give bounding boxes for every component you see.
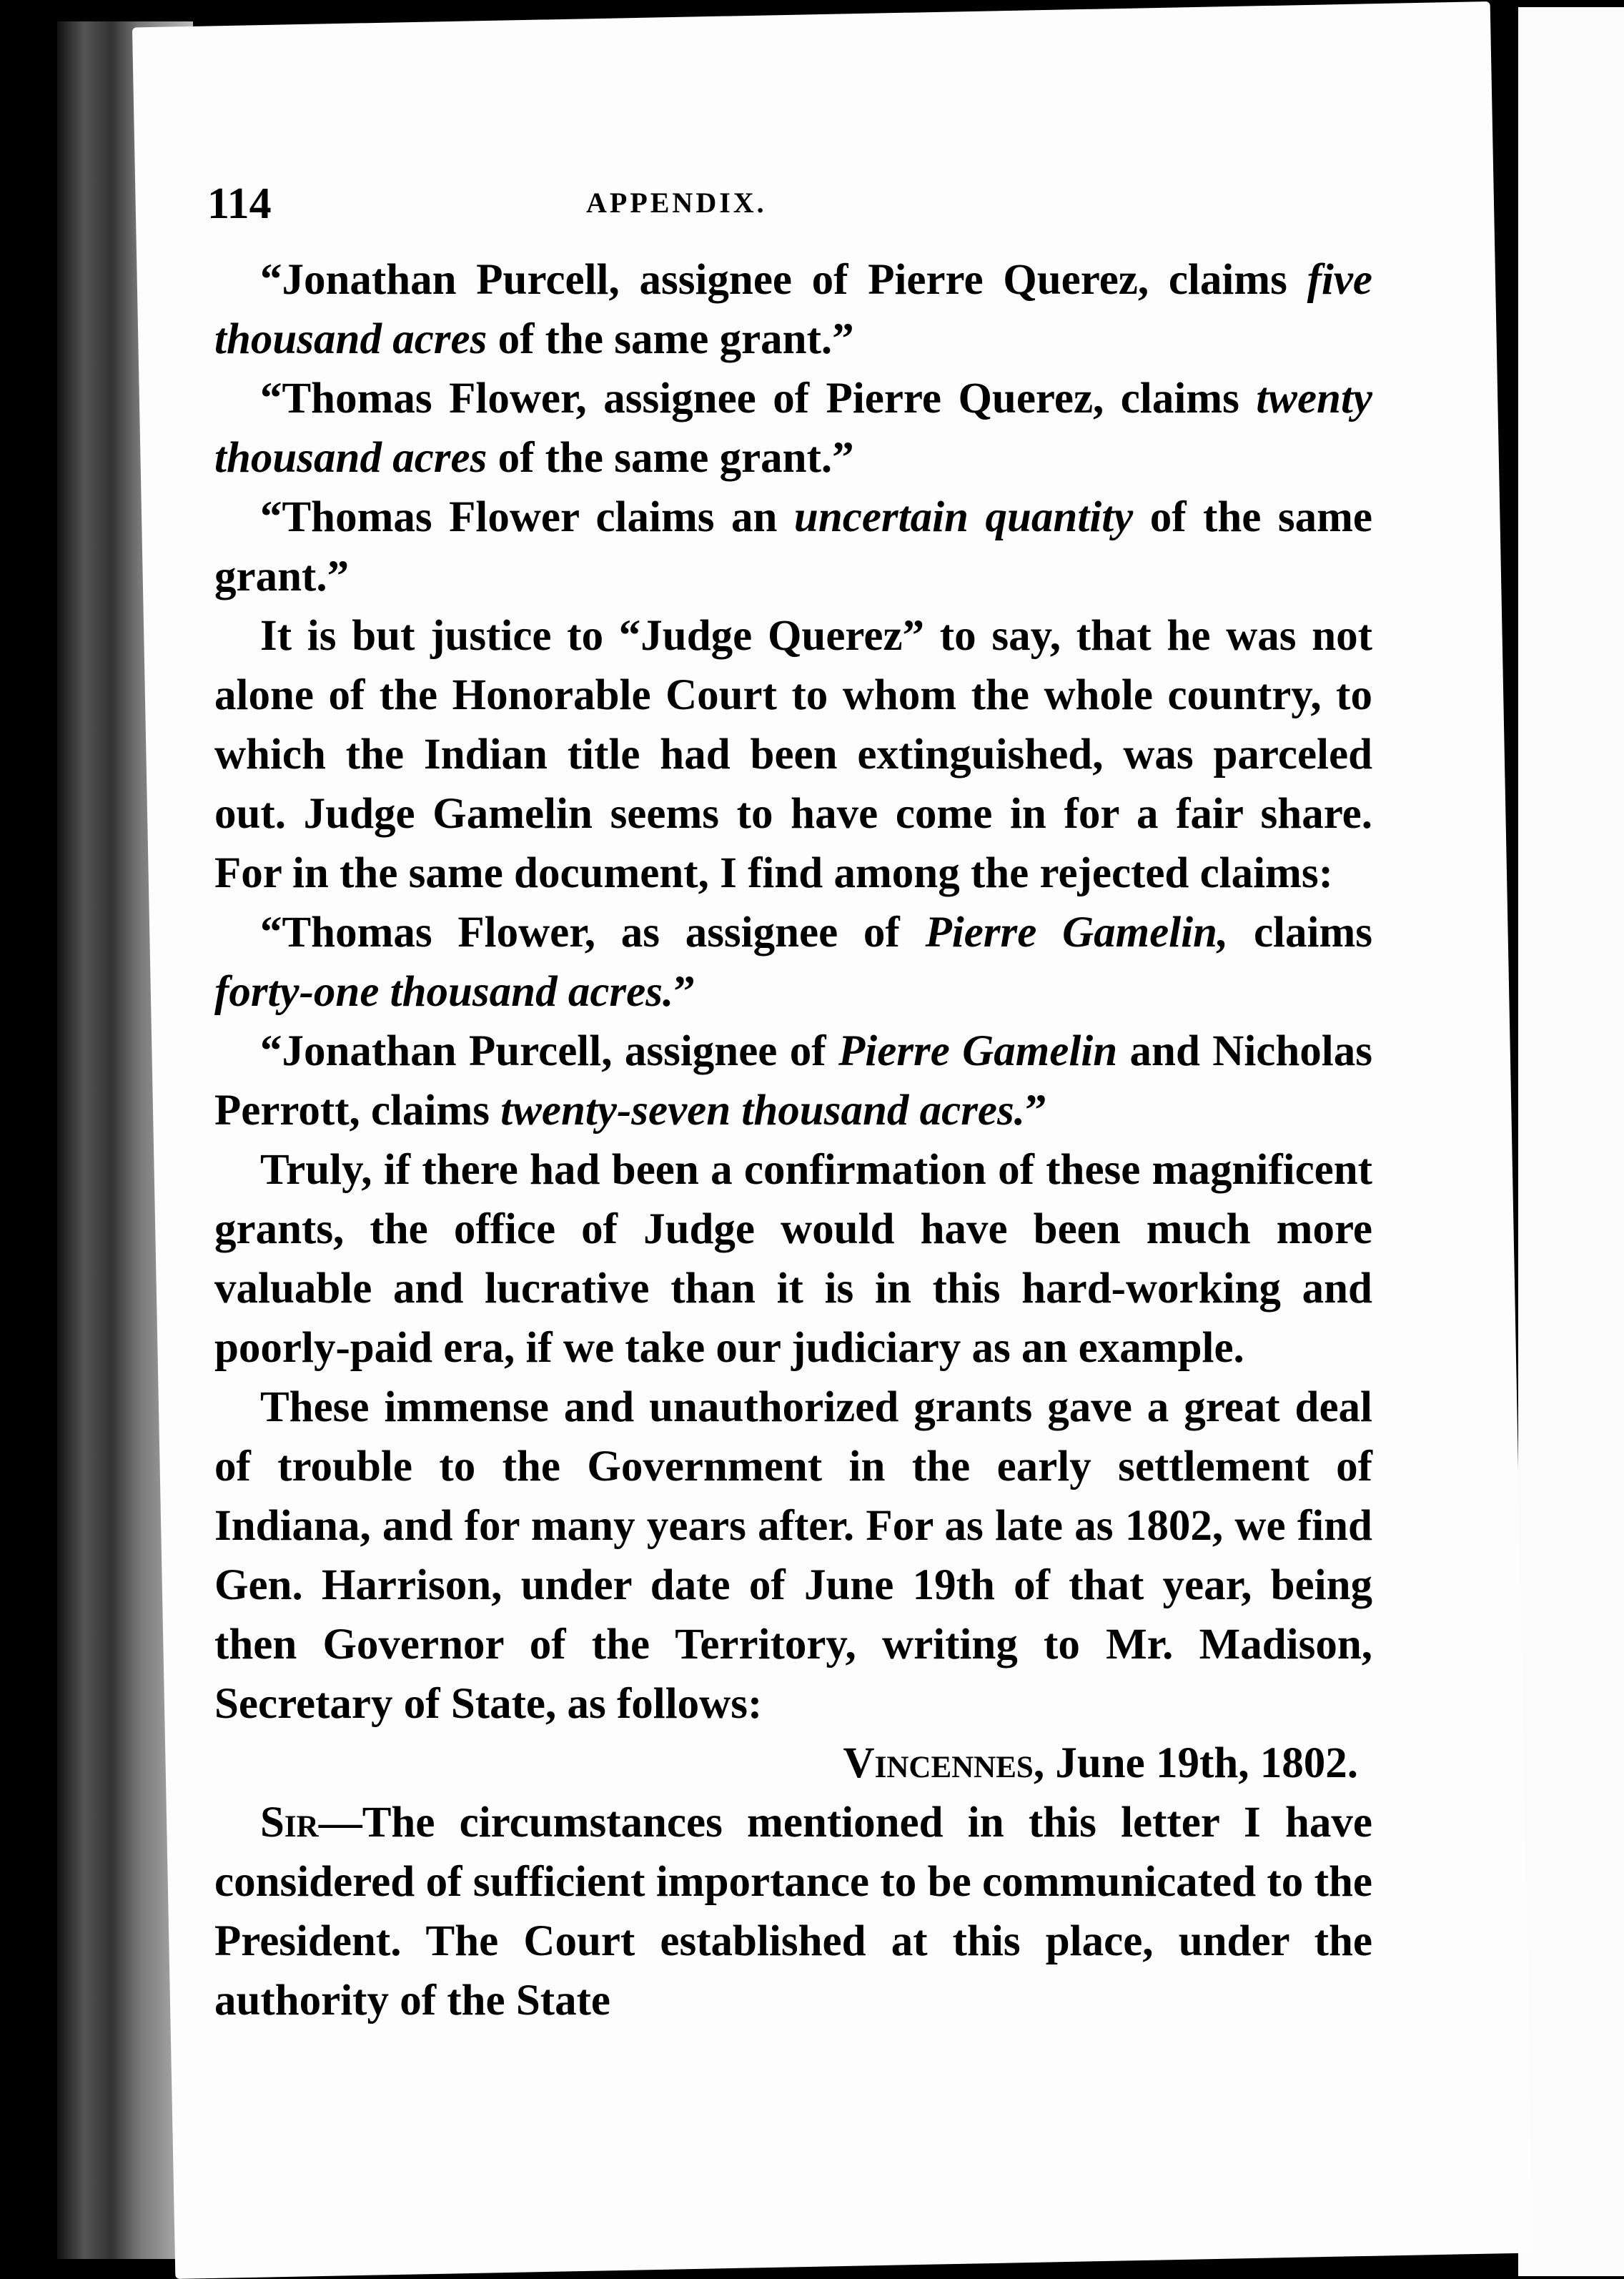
running-head: APPENDIX. bbox=[586, 187, 767, 219]
text-run: “Jonathan Purcell, assignee of bbox=[260, 1027, 838, 1075]
paragraph-flower-uncertain bbox=[214, 488, 1372, 606]
emphasis-text: five thousand acres bbox=[214, 256, 1372, 363]
paragraph-flower-querez bbox=[214, 369, 1372, 488]
paragraph-truly: Truly, if there had been a confirmation of these magnificent grants, the office of Judge would have been much more valuable and lucrative than it is in this hard-working and poorly-paid era, if we take our judiciary as an example. bbox=[214, 1146, 1372, 1372]
text-run: claims bbox=[1228, 909, 1373, 956]
page-header bbox=[207, 179, 1380, 243]
paragraph-letter-body bbox=[214, 1793, 1372, 2030]
text-run: “Thomas Flower claims an bbox=[260, 493, 794, 541]
text-run: ” bbox=[673, 968, 695, 1016]
letter-dateline bbox=[214, 1734, 1372, 1793]
page-number: 114 bbox=[207, 179, 272, 228]
paragraph-purcell-gamelin bbox=[214, 1022, 1372, 1140]
paragraph-flower-gamelin bbox=[214, 903, 1372, 1022]
text-run: and Nicholas Perrott, claims bbox=[214, 1027, 1372, 1134]
text-run: of the same grant.” bbox=[487, 315, 854, 363]
emphasis-text: uncertain quantity bbox=[793, 493, 1134, 541]
paragraph-immense-grants: These immense and unauthorized grants gave a great deal of trouble to the Government in the early settlement of Indiana, and for many years after. For as late as 1802, we find Gen. Harrison, under date of June 19th of that year, being then Governor of the Territory, writing to Mr. Madison, Secretary of State, as follows: bbox=[214, 1383, 1372, 1728]
emphasis-text: Pierre Gamelin, bbox=[925, 909, 1229, 956]
emphasis-text: Pierre Gamelin bbox=[838, 1027, 1118, 1075]
paragraph-judge-querez: It is but justice to “Judge Querez” to say, that he was not alone of the Honorable Court to whom the whole country, to which the Indian title had been extinguished, was parceled out. Judge Gamelin seems to have come in for a fair share. For in the same document, I find among the rejected claims: bbox=[214, 612, 1372, 897]
paragraph-purcell-querez bbox=[214, 250, 1372, 369]
emphasis-text: forty-one thousand acres. bbox=[214, 968, 674, 1016]
text-run: of the same grant.” bbox=[487, 434, 854, 482]
dateline-date: , June 19th, 1802. bbox=[1033, 1739, 1358, 1787]
text-run: “Jonathan Purcell, assignee of Pierre Querez, claims bbox=[260, 256, 1307, 304]
emphasis-text: twenty thousand acres bbox=[214, 375, 1372, 482]
letter-salutation: Sir bbox=[260, 1799, 319, 1847]
text-run: “Thomas Flower, assignee of Pierre Querez, claims bbox=[260, 375, 1257, 422]
text-run: ” bbox=[1025, 1087, 1047, 1134]
text-run: of the same grant.” bbox=[214, 493, 1372, 600]
dateline-place: Vincennes bbox=[843, 1739, 1034, 1787]
page-body bbox=[214, 250, 1372, 2030]
emphasis-text: twenty-seven thousand acres. bbox=[500, 1087, 1025, 1134]
text-run: “Thomas Flower, as assignee of bbox=[260, 909, 926, 956]
text-run: —The circumstances mentioned in this letter I have considered of sufficient importance to be communicated to the President. The Court established at this place, under the authority of the State bbox=[214, 1799, 1372, 2025]
